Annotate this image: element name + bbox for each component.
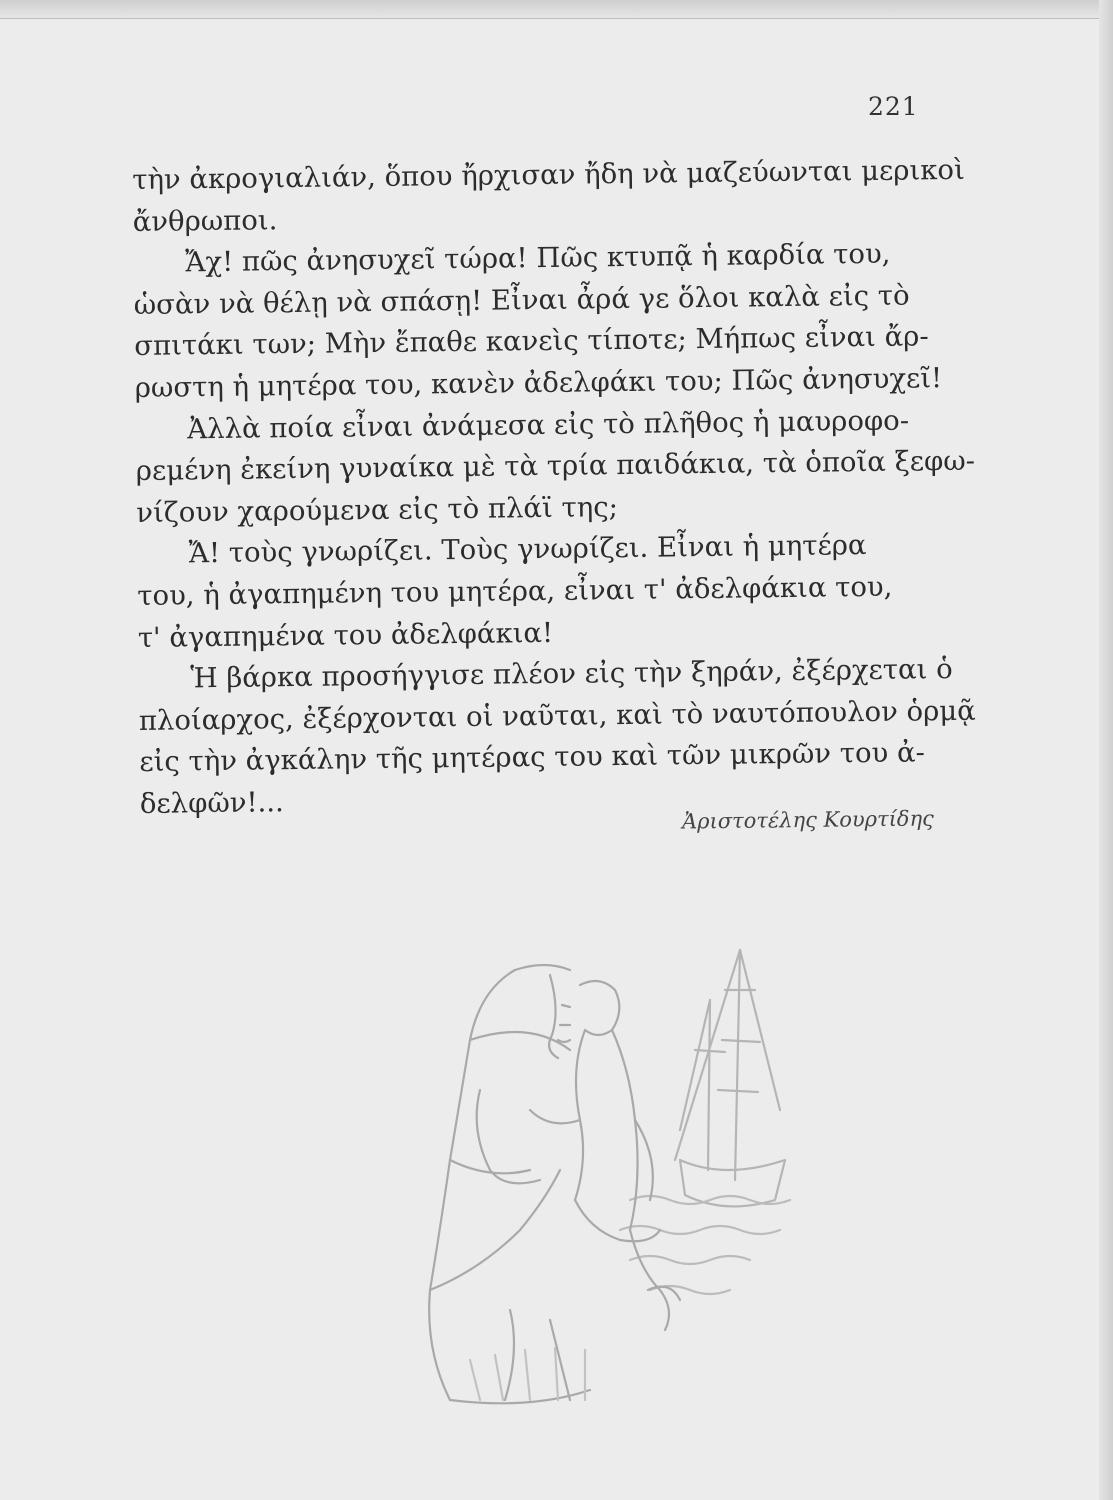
text-line-14: πλοίαρχος, ἐξέρχονται οἱ ναῦται, καὶ τὸ ναυτόπουλον ὁρμᾷ [138,694,976,737]
page-right-edge [1099,0,1113,1500]
mother-figure [429,965,590,1403]
page-number: 221 [868,92,919,121]
sea-waves [620,1196,790,1294]
text-line-1: τὴν ἀκρογιαλιάν, ὅπου ἤρχισαν ἤδη νὰ μαζεύωνται μερικοὶ [132,153,965,196]
text-line-15: εἰς τὴν ἀγκάλην τῆς μητέρας του καὶ τῶν μικρῶν του ἀ- [139,736,926,779]
mother-embracing-boy-with-ship-illustration [330,930,810,1410]
text-line-9: νίζουν χαρούμενα εἰς τὸ πλάϊ της; [136,490,619,529]
ship-drawing [675,950,785,1206]
text-line-12: τ' ἀγαπημένα του ἀδελφάκια! [137,616,554,654]
story-text [132,150,976,826]
text-line-8: ρεμένη ἐκείνη γυναίκα μὲ τὰ τρία παιδάκια, τὰ ὁποῖα ξεφω- [135,444,976,488]
author-signature: Ἀριστοτέλης Κουρτίδης [681,806,934,834]
text-line-10: Ἄ! τοὺς γνωρίζει. Τοὺς γνωρίζει. Εἶναι ἡ μητέρα [188,529,867,570]
text-line-16: δελφῶν!... [139,786,284,820]
text-line-13: Ἡ βάρκα προσήγγισε πλέον εἰς τὴν ξηράν, ἐξέρχεται ὁ [190,653,953,695]
text-line-11: του, ἡ ἀγαπημένη του μητέρα, εἶναι τ' ἀδελφάκια του, [137,570,893,612]
text-line-6: ρωστη ἡ μητέρα του, κανὲν ἀδελφάκι του; Πῶς ἀνησυχεῖ! [134,362,943,404]
text-line-2: ἄνθρωποι. [132,203,278,238]
page-top-edge [0,0,1113,19]
text-line-3: Ἄχ! πῶς ἀνησυχεῖ τώρα! Πῶς κτυπᾷ ἡ καρδία του, [185,237,891,279]
text-line-7: Ἀλλὰ ποία εἶναι ἀνάμεσα εἰς τὸ πλῆθος ἡ μαυροφο- [187,404,910,445]
text-line-4: ὡσὰν νὰ θέλῃ νὰ σπάσῃ! Εἶναι ἆρά γε ὅλοι καλὰ εἰς τὸ [133,279,910,321]
text-line-5: σπιτάκι των; Μὴν ἔπαθε κανεὶς τίποτε; Μήπως εἶναι ἄρ- [134,320,929,363]
